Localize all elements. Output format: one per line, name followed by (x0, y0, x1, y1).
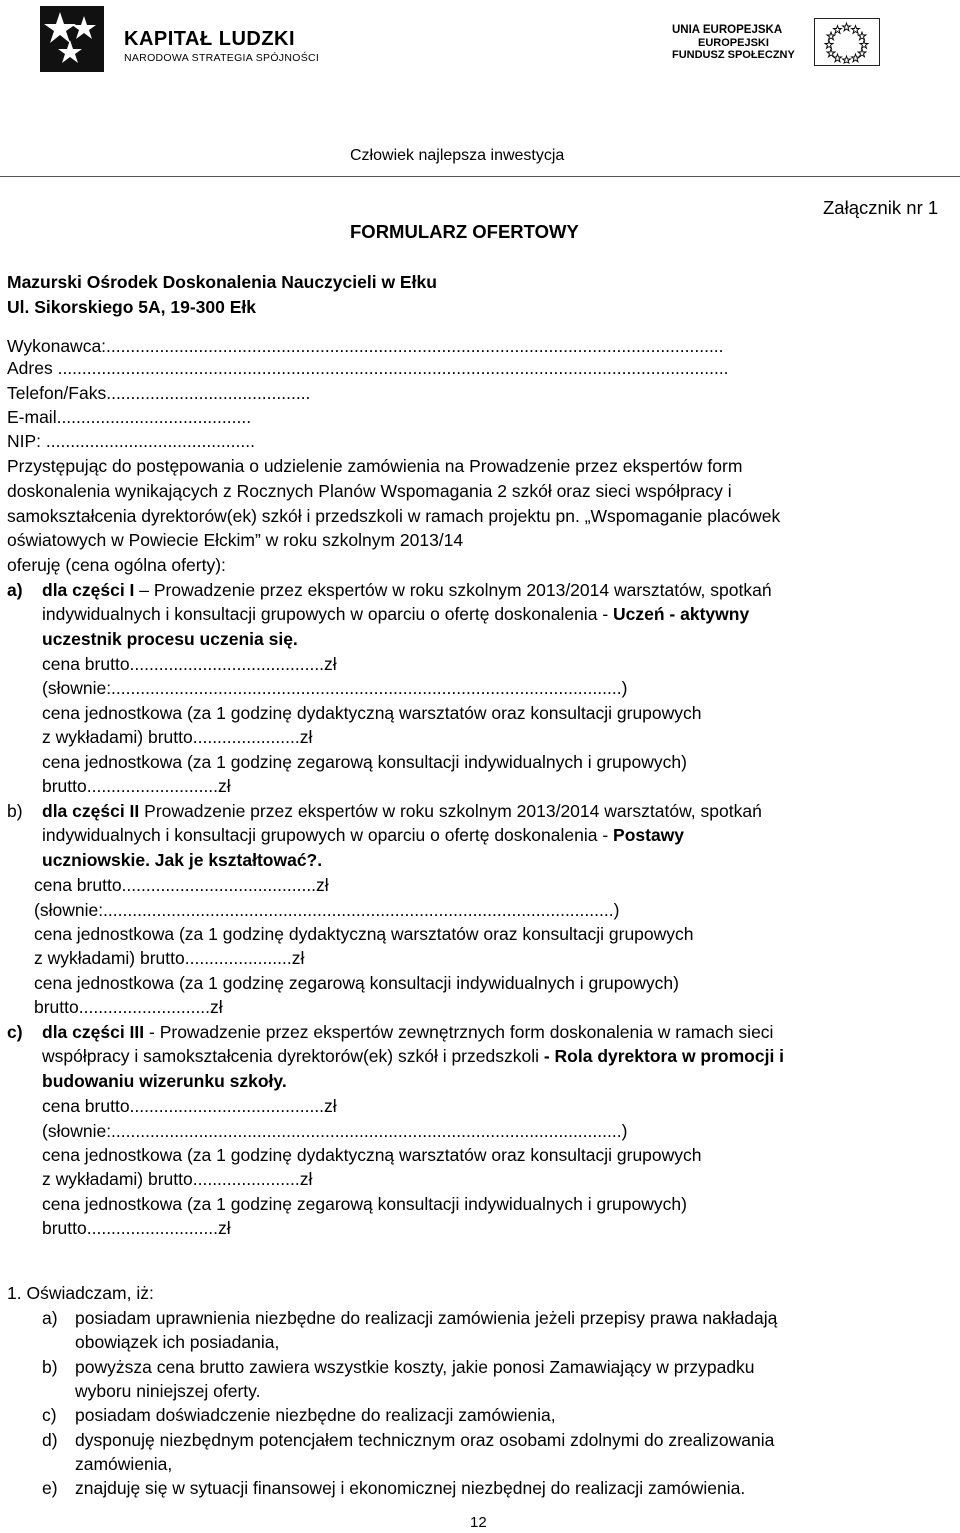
intro-line: doskonalenia wynikających z Rocznych Planów Wspomagania 2 szkół oraz sieci współpracy i (7, 481, 732, 501)
address-field: Adres .......................................................................................................................................... (7, 358, 729, 378)
part-b-description: Prowadzenie przez ekspertów w roku szkolnym 2013/2014 warsztatów, spotkań (139, 801, 762, 821)
header-divider (0, 176, 960, 177)
declaration-d-letter: d) (42, 1430, 58, 1450)
part-c-price: cena brutto........................................zł (42, 1096, 337, 1116)
declaration-b-text: powyższa cena brutto zawiera wszystkie koszty, jakie ponosi Zamawiający w przypadku (75, 1357, 755, 1377)
part-c-unit-price-2-cont: brutto...........................zł (42, 1218, 231, 1238)
part-c-price-words: (słownie:.........................................................................................................) (42, 1121, 628, 1141)
declaration-a-text: posiadam uprawnienia niezbędne do realizacji zamówienia jeżeli przepisy prawa nakładają (75, 1308, 778, 1328)
kapital-ludzki-logo (40, 6, 340, 72)
part-a-title: dla części I (42, 580, 135, 600)
slogan: Człowiek najlepsza inwestycja (350, 147, 565, 164)
part-b-title: dla części II (42, 801, 140, 821)
part-a-unit-price-1-cont: z wykładami) brutto......................zł (42, 727, 313, 747)
declaration-e-letter: e) (42, 1478, 58, 1498)
kapital-ludzki-emblem-icon (40, 6, 110, 72)
eu-logo-line1: UNIA EUROPEJSKA (672, 24, 783, 36)
part-c-title: dla części III (42, 1022, 145, 1042)
phone-fax-field: Telefon/Faks.......................................... (7, 383, 311, 403)
part-a-line2 (42, 604, 749, 624)
intro-line: oświatowych w Powiecie Ełckim” w roku szkolnym 2013/14 (7, 530, 464, 550)
part-b-topic: Postawy (613, 825, 685, 845)
part-c-letter: c) (7, 1022, 23, 1042)
part-c-line2-text: współpracy i samokształcenia dyrektorów(ek) szkół i przedszkoli (42, 1046, 544, 1066)
declaration-c-letter: c) (42, 1405, 57, 1425)
kapital-ludzki-subtitle: NARODOWA STRATEGIA SPÓJNOŚCI (124, 52, 320, 64)
part-b-line2 (42, 825, 684, 845)
part-a-unit-price-2: cena jednostkowa (za 1 godzinę zegarową konsultacji indywidualnych i grupowych) (42, 752, 687, 772)
eu-logo-line3: FUNDUSZ SPOŁECZNY (672, 49, 795, 61)
part-a-topic: Uczeń - aktywny (613, 604, 750, 624)
part-b-price-words: (słownie:.........................................................................................................) (34, 900, 620, 920)
part-b-unit-price-2-cont: brutto...........................zł (34, 997, 223, 1017)
part-a-unit-price-2-cont: brutto...........................zł (42, 776, 231, 796)
part-a-topic-cont: uczestnik procesu uczenia się. (42, 629, 298, 649)
intro-line: samokształcenia dyrektorów(ek) szkół i przedszkoli w ramach projektu pn. „Wspomaganie placówek (7, 506, 781, 526)
intro-line: Przystępując do postępowania o udzielenie zamówienia na Prowadzenie przez ekspertów form (7, 456, 743, 476)
eu-flag-icon (814, 18, 880, 66)
part-a-unit-price-1: cena jednostkowa (za 1 godzinę dydaktyczną warsztatów oraz konsultacji grupowych (42, 703, 702, 723)
page-title: FORMULARZ OFERTOWY (350, 221, 579, 242)
addressee-address: Ul. Sikorskiego 5A, 19-300 Ełk (7, 297, 257, 317)
part-a-heading (42, 580, 772, 600)
contractor-field: Wykonawca:............................................................................................................................... (7, 336, 724, 356)
part-c-description: - Prowadzenie przez ekspertów zewnętrznych form doskonalenia w ramach sieci (144, 1022, 774, 1042)
part-c-unit-price-2: cena jednostkowa (za 1 godzinę zegarową konsultacji indywidualnych i grupowych) (42, 1194, 687, 1214)
part-c-topic: - Rola dyrektora w promocji i (543, 1046, 785, 1066)
declaration-title: 1. Oświadczam, iż: (7, 1283, 154, 1303)
part-b-heading (42, 801, 762, 821)
part-b-line2-text: indywidualnych i konsultacji grupowych w oparciu o ofertę doskonalenia - (42, 825, 614, 845)
kapital-ludzki-name: KAPITAŁ LUDZKI (124, 28, 296, 50)
annex-number: Załącznik nr 1 (823, 197, 939, 218)
page-number: 12 (470, 1514, 487, 1531)
declaration-a-text-cont: obowiązek ich posiadania, (75, 1332, 280, 1352)
part-a-description: – Prowadzenie przez ekspertów w roku szkolnym 2013/2014 warsztatów, spotkań (134, 580, 772, 600)
part-a-line2-text: indywidualnych i konsultacji grupowych w oparciu o ofertę doskonalenia - (42, 604, 614, 624)
addressee-name: Mazurski Ośrodek Doskonalenia Nauczycieli w Ełku (7, 272, 437, 292)
eu-logo-line2: EUROPEJSKI (698, 37, 769, 49)
nip-field: NIP: ........................................... (7, 431, 255, 451)
part-c-unit-price-1: cena jednostkowa (za 1 godzinę dydaktyczną warsztatów oraz konsultacji grupowych (42, 1145, 702, 1165)
part-b-price: cena brutto........................................zł (34, 875, 329, 895)
declaration-d-text-cont: zamówienia, (75, 1454, 173, 1474)
part-b-topic-cont: uczniowskie. Jak je kształtować?. (42, 850, 323, 870)
part-a-price: cena brutto........................................zł (42, 654, 337, 674)
email-field: E-mail........................................ (7, 407, 252, 427)
part-a-letter: a) (7, 580, 23, 600)
part-b-unit-price-1-cont: z wykładami) brutto......................zł (34, 948, 305, 968)
part-b-letter: b) (7, 801, 23, 821)
declaration-c-text: posiadam doświadczenie niezbędne do realizacji zamówienia, (75, 1405, 556, 1425)
part-c-line2 (42, 1046, 784, 1066)
part-b-unit-price-1: cena jednostkowa (za 1 godzinę dydaktyczną warsztatów oraz konsultacji grupowych (34, 924, 694, 944)
part-c-heading (42, 1022, 773, 1042)
eu-logo (672, 18, 882, 70)
part-b-unit-price-2: cena jednostkowa (za 1 godzinę zegarową konsultacji indywidualnych i grupowych) (34, 973, 679, 993)
declaration-d-text: dysponuję niezbędnym potencjałem technicznym oraz osobami zdolnymi do zrealizowania (75, 1430, 775, 1450)
declaration-e-text: znajduję się w sytuacji finansowej i ekonomicznej niezbędnej do realizacji zamówienia. (75, 1478, 746, 1498)
part-a-price-words: (słownie:.........................................................................................................) (42, 678, 628, 698)
declaration-b-text-cont: wyboru niniejszej oferty. (75, 1381, 261, 1401)
part-c-unit-price-1-cont: z wykładami) brutto......................zł (42, 1169, 313, 1189)
part-c-topic-cont: budowaniu wizerunku szkoły. (42, 1071, 287, 1091)
declaration-a-letter: a) (42, 1308, 58, 1328)
intro-line: oferuję (cena ogólna oferty): (7, 555, 226, 575)
declaration-b-letter: b) (42, 1357, 58, 1377)
